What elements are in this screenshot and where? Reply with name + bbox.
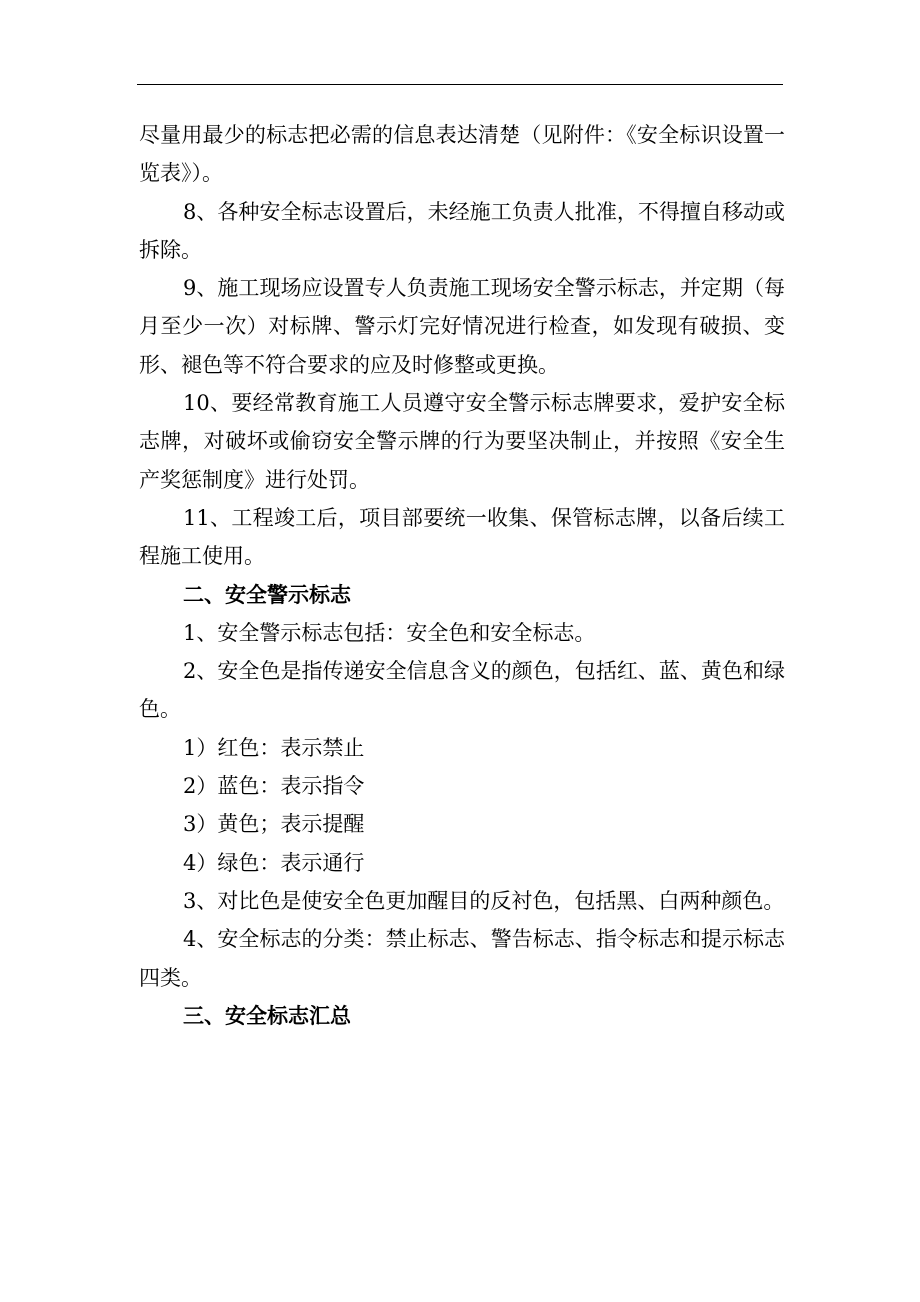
- paragraph-s2-item-4: 4、安全标志的分类：禁止标志、警告标志、指令标志和提示标志四类。: [139, 927, 785, 990]
- paragraph-item-9: 9、施工现场应设置专人负责施工现场安全警示标志，并定期（每月至少一次）对标牌、警示灯完好情况进行检查，如发现有破损、变形、褪色等不符合要求的应及时修整或更换。: [139, 276, 785, 377]
- paragraph-s2-item-3: 3、对比色是使安全色更加醒目的反衬色，包括黑、白两种颜色。: [183, 888, 785, 913]
- paragraph-color-yellow: 3）黄色；表示提醒: [183, 812, 365, 837]
- header-rule: [137, 84, 783, 85]
- paragraph-item-8: 8、各种安全标志设置后，未经施工负责人批准，不得擅自移动或拆除。: [139, 199, 785, 262]
- paragraph-continuation: 尽量用最少的标志把必需的信息表达清楚（见附件：《安全标识设置一览表》）。: [139, 123, 785, 186]
- section-heading-2: 二、安全警示标志: [183, 581, 351, 607]
- paragraph-color-blue: 2）蓝色：表示指令: [183, 774, 365, 799]
- document-body: [139, 116, 785, 1035]
- paragraph-color-red: 1）红色：表示禁止: [183, 735, 365, 760]
- paragraph-item-11: 11、工程竣工后，项目部要统一收集、保管标志牌，以备后续工程施工使用。: [139, 505, 785, 569]
- paragraph-item-10: 10、要经常教育施工人员遵守安全警示标志牌要求，爱护安全标志牌，对破坏或偷窃安全警示牌的行为要坚决制止，并按照《安全生产奖惩制度》进行处罚。: [139, 391, 785, 492]
- paragraph-color-green: 4）绿色：表示通行: [183, 850, 365, 875]
- section-heading-3: 三、安全标志汇总: [183, 1002, 351, 1028]
- paragraph-s2-item-1: 1、安全警示标志包括：安全色和安全标志。: [183, 620, 596, 645]
- paragraph-s2-item-2: 2、安全色是指传递安全信息含义的颜色，包括红、蓝、黄色和绿色。: [139, 659, 785, 722]
